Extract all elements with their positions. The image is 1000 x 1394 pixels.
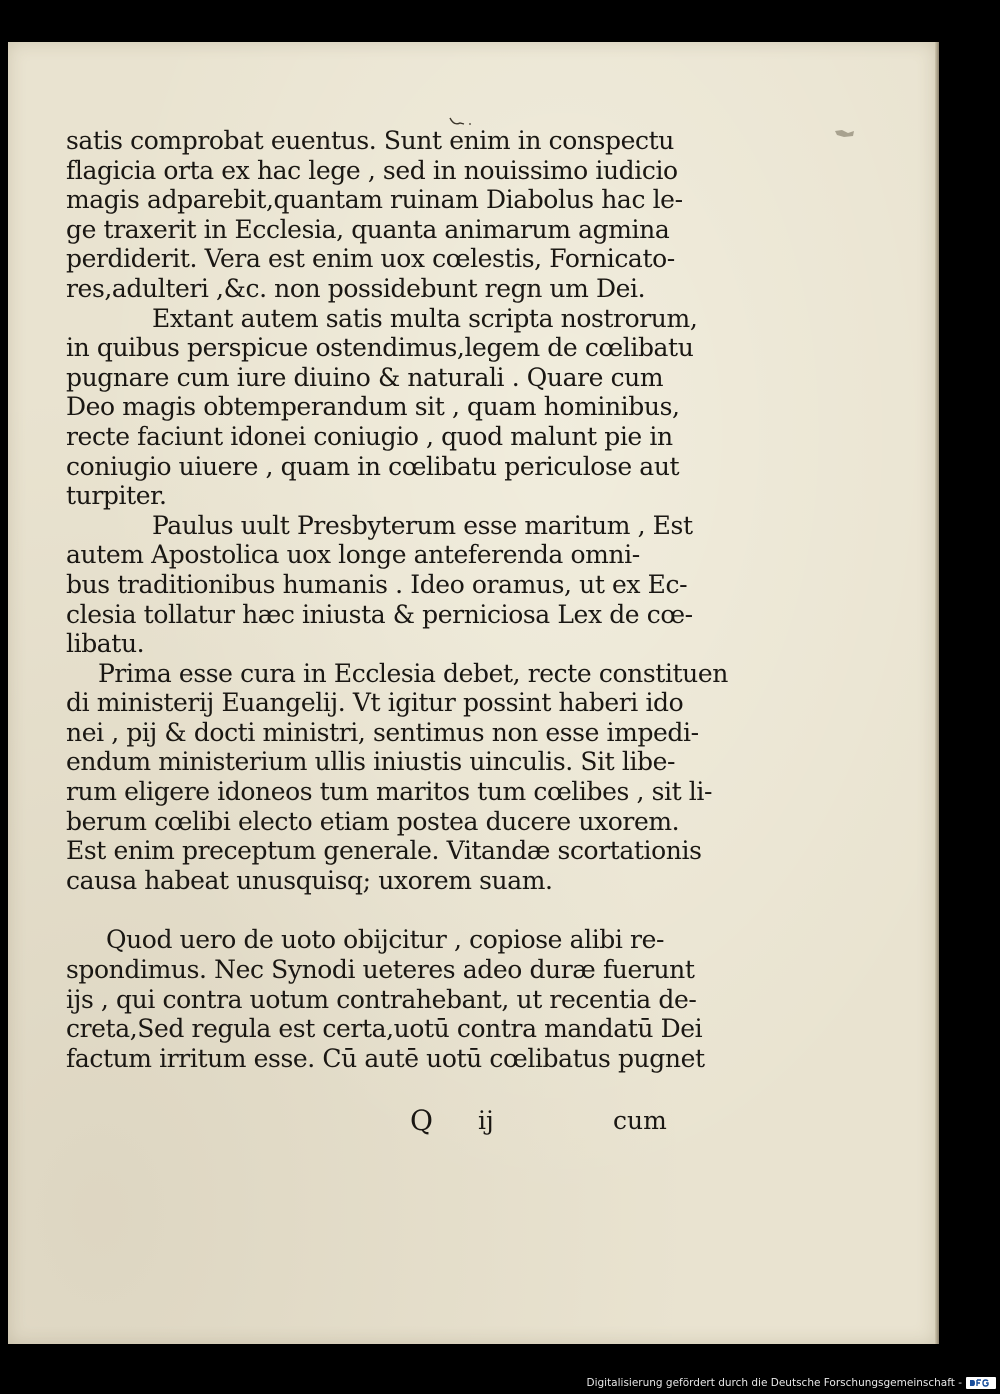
paragraph-gap: [66, 895, 666, 925]
text-line: endum ministerium ullis iniustis uinculis. Sit libe-: [66, 747, 676, 777]
paper-blemish-mark: [834, 128, 856, 140]
page-edge: [935, 42, 939, 1344]
text-line: pugnare cum iure diuino & naturali . Quare cum: [66, 362, 664, 392]
text-line: perdiderit. Vera est enim uox cœlestis, Fornicato-: [66, 244, 675, 274]
dfg-logo-icon: [966, 1377, 996, 1389]
text-line: res,adulteri ,&c. non possidebunt regn um Dei.: [66, 273, 646, 303]
text-line: satis comprobat euentus. Sunt enim in conspectu: [66, 126, 674, 155]
text-line: libatu.: [66, 629, 145, 659]
catchword: cum: [613, 1106, 667, 1135]
text-line: di ministerij Euangelij. Vt igitur possint haberi ido: [66, 688, 684, 718]
paragraph-start-line: Paulus uult Presbyterum esse maritum , Est: [152, 510, 693, 540]
text-line: Deo magis obtemperandum sit , quam hominibus,: [66, 392, 680, 422]
text-line: flagicia orta ex hac lege , sed in nouissimo iudicio: [66, 155, 678, 185]
credit-text: Digitalisierung gefördert durch die Deutsche Forschungsgemeinschaft -: [586, 1377, 962, 1389]
text-line: spondimus. Nec Synodi ueteres adeo duræ fuerunt: [66, 955, 695, 985]
paragraph-start-line: Quod uero de uoto obijcitur , copiose alibi re-: [106, 925, 665, 955]
text-line: berum cœlibi electo etiam postea ducere uxorem.: [66, 806, 680, 836]
main-text-block: [66, 126, 728, 1073]
text-line: turpiter.: [66, 481, 167, 511]
text-line: clesia tollatur hæc iniusta & perniciosa Lex de cœ-: [66, 599, 693, 629]
signature-mark-number: ij: [478, 1106, 494, 1135]
text-line: recte faciunt idonei coniugio , quod malunt pie in: [66, 421, 673, 451]
digitization-credit: [586, 1375, 996, 1391]
text-line: ijs , qui contra uotum contrahebant, ut recentia de-: [66, 984, 697, 1014]
text-line: factum irritum esse. Cū autē uotū cœlibatus pugnet: [66, 1043, 705, 1073]
text-line: autem Apostolica uox longe anteferenda omni-: [66, 540, 640, 570]
text-line: nei , pij & docti ministri, sentimus non esse impedi-: [66, 717, 699, 747]
text-line: creta,Sed regula est certa,uotū contra mandatū Dei: [66, 1014, 703, 1044]
paragraph-start-line: Prima esse cura in Ecclesia debet, recte constituen: [98, 658, 728, 688]
text-line: coniugio uiuere , quam in cœlibatu periculose aut: [66, 451, 680, 481]
paragraph-start-line: Extant autem satis multa scripta nostrorum,: [152, 303, 698, 333]
text-line: bus traditionibus humanis . Ideo oramus, ut ex Ec-: [66, 569, 688, 599]
text-line: rum eligere idoneos tum maritos tum cœlibes , sit li-: [66, 777, 713, 807]
text-line: magis adparebit,quantam ruinam Diabolus hac le-: [66, 185, 683, 215]
book-page: [8, 42, 935, 1344]
text-line: causa habeat unusquisq; uxorem suam.: [66, 865, 553, 895]
text-line: in quibus perspicue ostendimus,legem de cœlibatu: [66, 333, 694, 363]
text-line: Est enim preceptum generale. Vitandæ scortationis: [66, 836, 702, 866]
signature-mark-letter: Q: [410, 1104, 433, 1137]
text-line: ge traxerit in Ecclesia, quanta animarum agmina: [66, 214, 670, 244]
